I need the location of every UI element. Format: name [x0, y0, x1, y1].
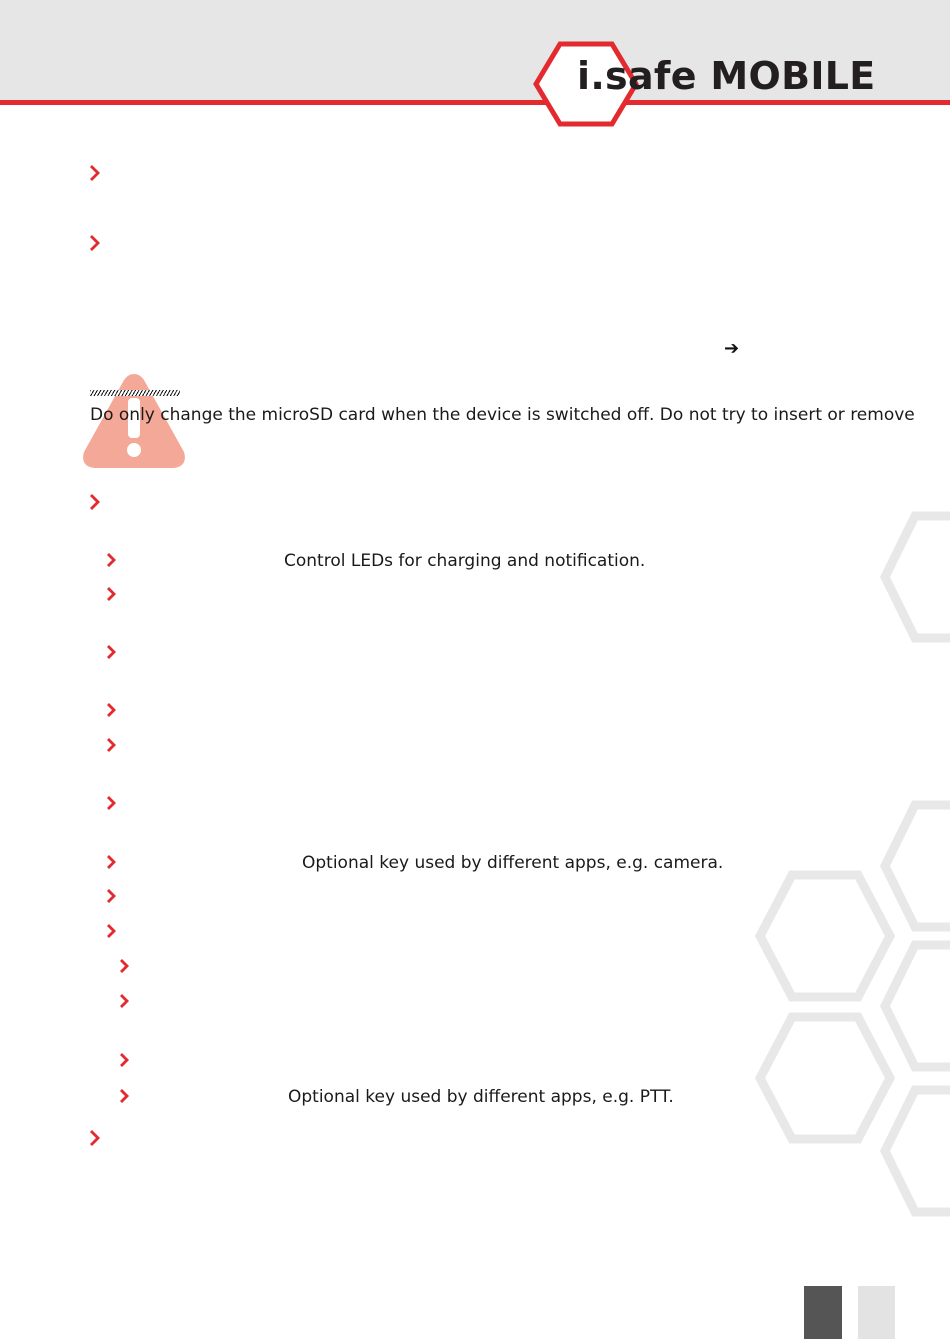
- warning-text: Do only change the microSD card when the device is switched off. Do not try to insert or remove: [90, 405, 915, 425]
- chevron-right-icon: [119, 957, 133, 975]
- chevron-right-icon: [106, 585, 120, 603]
- chevron-right-icon: [106, 643, 120, 661]
- chevron-right-icon: [89, 234, 103, 252]
- decorative-hexagons: [740, 500, 950, 1230]
- chevron-right-icon: [106, 701, 120, 719]
- header-rule: [0, 100, 950, 105]
- brand-logo: i.safe MOBILE: [577, 54, 876, 98]
- arrow-right-icon: ➔: [724, 338, 740, 359]
- list-item-led: Control LEDs for charging and notification.: [284, 551, 646, 571]
- chevron-right-icon: [89, 1129, 103, 1147]
- chevron-right-icon: [106, 853, 120, 871]
- chevron-right-icon: [106, 922, 120, 940]
- list-item-camera-key: Optional key used by different apps, e.g. camera.: [302, 853, 724, 873]
- list-item-ptt-key: Optional key used by different apps, e.g. PTT.: [288, 1087, 674, 1107]
- chevron-right-icon: [106, 551, 120, 569]
- chevron-right-icon: [106, 736, 120, 754]
- chevron-right-icon: [106, 887, 120, 905]
- hatch-line: [90, 390, 180, 396]
- chevron-right-icon: [119, 1051, 133, 1069]
- chevron-right-icon: [119, 992, 133, 1010]
- chevron-right-icon: [119, 1087, 133, 1105]
- chevron-right-icon: [89, 164, 103, 182]
- chevron-right-icon: [89, 493, 103, 511]
- page-tab-light: [858, 1286, 895, 1339]
- chevron-right-icon: [106, 794, 120, 812]
- page-tab-dark: [804, 1286, 842, 1339]
